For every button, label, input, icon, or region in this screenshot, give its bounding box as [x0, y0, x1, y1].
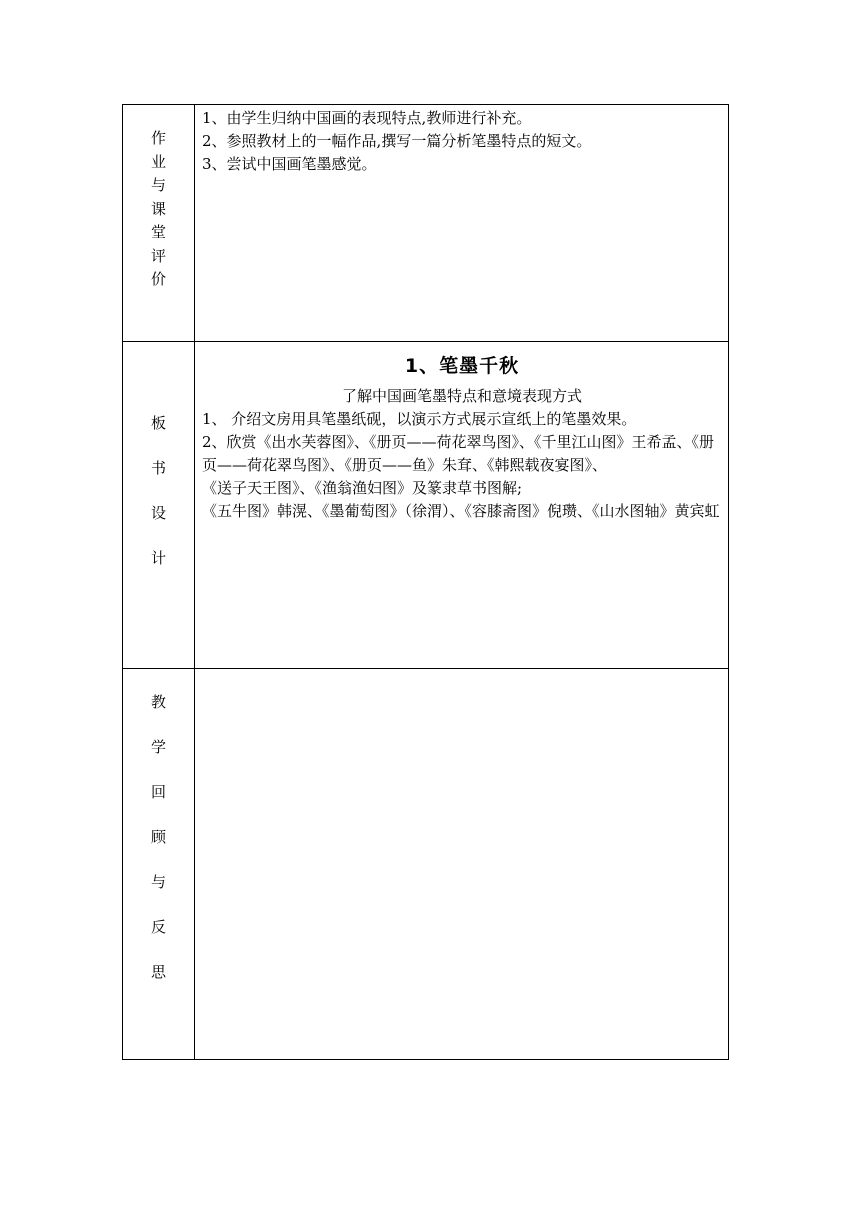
- board-body: [202, 408, 722, 523]
- label-char: 学: [150, 738, 166, 756]
- label-char: 板: [150, 414, 166, 432]
- homework-line: 2、参照教材上的一幅作品,撰写一篇分析笔墨特点的短文。: [202, 132, 592, 150]
- label-char: 思: [150, 963, 166, 981]
- reflection-row: [123, 669, 728, 1059]
- label-char: 教: [150, 693, 166, 711]
- homework-row: [123, 105, 728, 342]
- label-char: 价: [150, 270, 166, 288]
- label-char: 堂: [150, 223, 166, 241]
- label-char: 作: [150, 129, 166, 147]
- label-char: 设: [150, 504, 166, 522]
- homework-line: 1、由学生归纳中国画的表现特点,教师进行补充。: [202, 109, 532, 127]
- label-char: 与: [150, 873, 166, 891]
- board-line: 2、欣赏《出水芙蓉图》、《册页——荷花翠鸟图》、《千里江山图》王希孟、《册页——荷花翠鸟图》、《册页——鱼》朱耷、《韩熙载夜宴图》、: [202, 433, 715, 474]
- label-char: 书: [150, 459, 166, 477]
- homework-content: [195, 105, 728, 341]
- reflection-content: [195, 669, 728, 1059]
- board-line: 《五牛图》韩滉、《墨葡萄图》（徐渭）、《容膝斋图》倪瓒、《山水图轴》黄宾虹: [202, 502, 720, 520]
- label-char: 顾: [150, 828, 166, 846]
- homework-label: [123, 105, 195, 341]
- board-design-label: [123, 342, 195, 668]
- board-line: 《送子天王图》、《渔翁渔妇图》及篆隶草书图解;: [202, 479, 523, 497]
- label-char: 反: [150, 918, 166, 936]
- lesson-plan-table: [122, 104, 729, 1060]
- label-char: 评: [150, 246, 166, 265]
- homework-line: 3、尝试中国画笔墨感觉。: [202, 155, 377, 173]
- label-char: 业: [150, 152, 166, 171]
- board-title: 1、笔墨千秋: [404, 355, 520, 377]
- label-char: 回: [150, 783, 166, 801]
- board-design-row: [123, 342, 728, 669]
- board-subtitle: 了解中国画笔墨特点和意境表现方式: [341, 387, 582, 405]
- reflection-label: [123, 669, 195, 1059]
- board-line: 1、 介绍文房用具笔墨纸砚，以演示方式展示宣纸上的笔墨效果。: [202, 410, 637, 428]
- label-char: 计: [150, 549, 166, 567]
- board-design-content: [195, 342, 728, 668]
- label-char: 课: [150, 199, 166, 218]
- label-char: 与: [150, 176, 166, 194]
